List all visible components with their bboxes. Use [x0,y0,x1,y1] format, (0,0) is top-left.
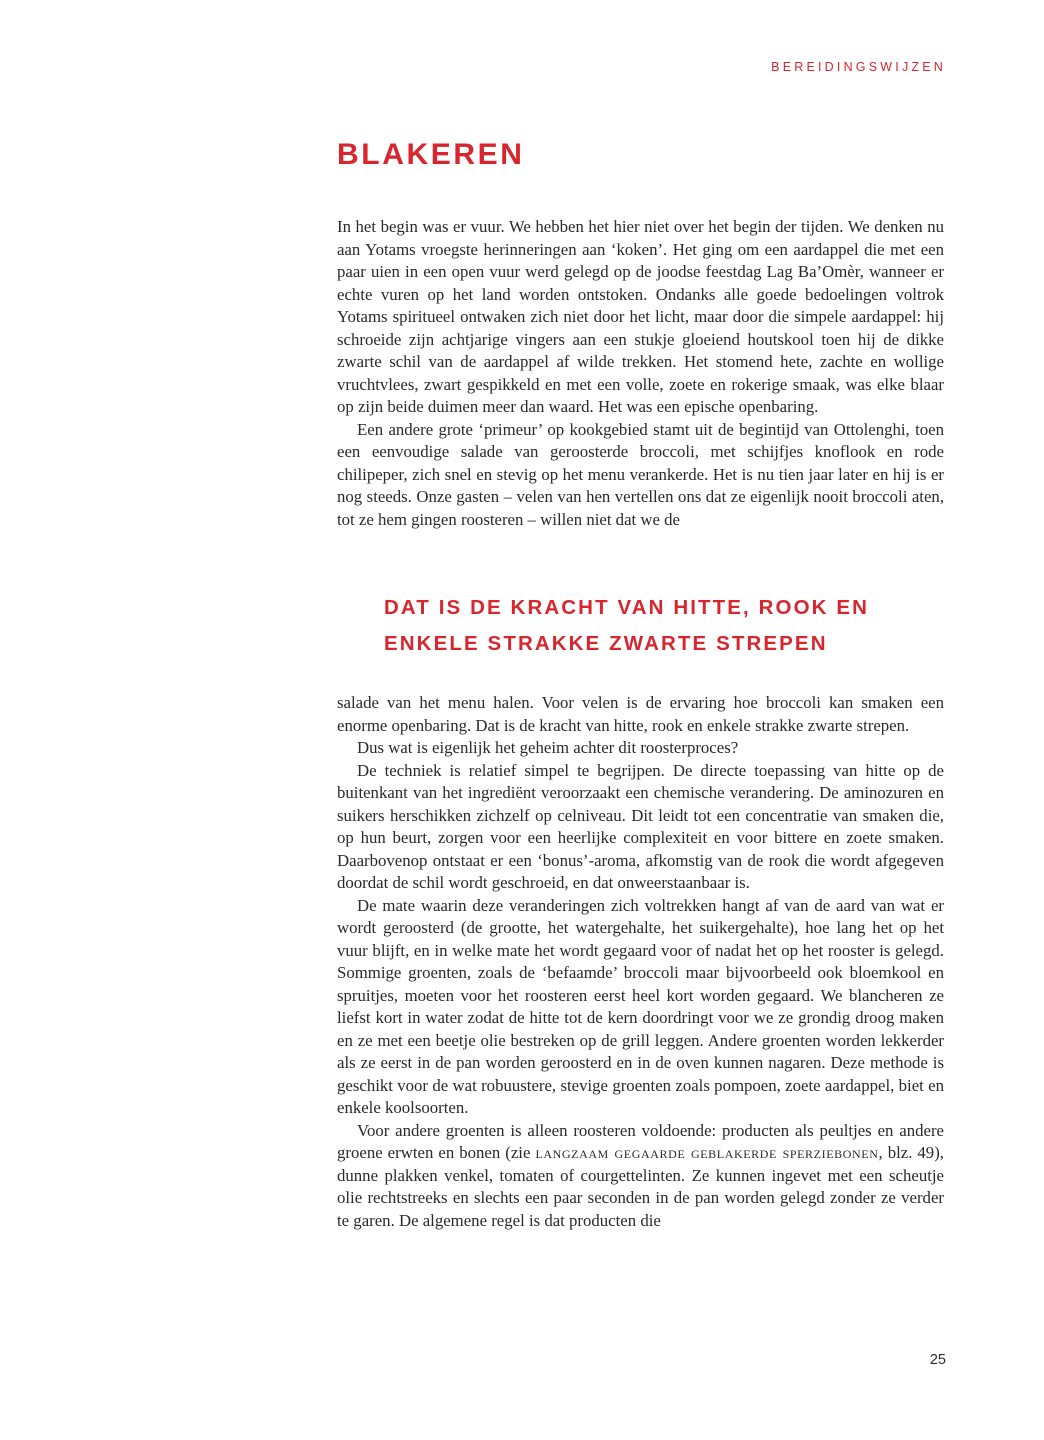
recipe-cross-reference: langzaam gegaarde geblakerde sperziebonen [535,1143,879,1162]
running-head: BEREIDINGSWIJZEN [771,60,946,74]
page-number: 25 [929,1352,946,1368]
paragraph: Een andere grote ‘primeur’ op kookgebied stamt uit de begintijd van Ottolenghi, toen een eenvoudige salade van geroosterde broccoli, met schijfjes knoflook en rode chilipeper, zich snel en stevig op het menu verankerde. Het is nu tien jaar later en hij is er nog steeds. Onze gasten – velen van hen vertellen ons dat ze eigenlijk nooit broccoli aten, tot ze hem gingen roosteren – willen niet dat we de [337,419,944,529]
paragraph: Dus wat is eigenlijk het geheim achter dit roosterproces? [357,738,739,757]
pull-quote-line: ENKELE STRAKKE ZWARTE STREPEN [384,632,828,655]
paragraph: salade van het menu halen. Voor velen is de ervaring hoe broccoli kan smaken een enorme openbaring. Dat is de kracht van hitte, rook en enkele strakke zwarte strepen. [337,693,944,735]
intro-text-block [337,216,944,531]
continued-text-block [337,692,944,1232]
paragraph [337,1120,944,1233]
paragraph-text: , blz. 49), dunne plakken venkel, tomaten of courgettelinten. Ze kunnen ingevet met een scheutje olie rechtstreeks en slechts een paar seconden in de pan worden gelegd zonder ze verder te garen. De algemene regel is dat producten die [337,1143,944,1230]
paragraph: De mate waarin deze veranderingen zich voltrekken hangt af van de aard van wat er wordt geroosterd (de grootte, het watergehalte, het suikergehalte), hoe lang het op het vuur blijft, en in welke mate het wordt gegaard voor of nadat het op het rooster is gelegd. Sommige groenten, zoals de ‘befaamde’ broccoli maar bijvoorbeeld ook bloemkool en spruitjes, moeten voor het roosteren eerst heel kort worden gegaard. We blancheren ze liefst kort in water zodat de hitte tot de kern doordringt voor we ze grondig droog maken en ze met een beetje olie bestreken op de grill leggen. Andere groenten worden lekkerder als ze eerst in de pan worden geroosterd en in de oven kunnen nagaren. Deze methode is geschikt voor de wat robuustere, stevige groenten zoals pompoen, zoete aardappel, biet en enkele koolsoorten. [337,895,944,1117]
section-title: BLAKEREN [337,138,525,171]
paragraph: De techniek is relatief simpel te begrijpen. De directe toepassing van hitte op de buitenkant van het ingrediënt veroorzaakt een chemische verandering. De aminozuren en suikers herschikken zichzelf op celniveau. Dit leidt tot een concentratie van smaken die, op hun beurt, zorgen voor een heerlijke complexiteit en voor bittere en zoete smaken. Daarbovenop ontstaat er een ‘bonus’-aroma, afkomstig van de rook die wordt afgegeven doordat de schil wordt geschroeid, en dat onweerstaanbaar is. [337,760,944,892]
paragraph-text: Voor andere groenten is alleen roosteren voldoende: producten als peultjes en andere groene erwten en bonen (zie [337,1120,944,1162]
paragraph: In het begin was er vuur. We hebben het hier niet over het begin der tijden. We denken nu aan Yotams vroegste herinneringen aan ‘koken’. Het ging om een aardappel die met een paar uien in een open vuur werd gelegd op de joodse feestdag Lag Ba’Omèr, wanneer er echte vuren op het land worden ontstoken. Ondanks alle goede bedoelingen voltrok Yotams spiritueel ontwaken zich niet door het licht, maar door die simpele aardappel: hij schroeide zijn achtjarige vingers aan een stukje gloeiend houtskool toen hij de dikke zwarte schil van de aardappel af wilde trekken. Het stomend hete, zachte en wollige vruchtvlees, zwart gespikkeld en met een volle, zoete en rokerige smaak, was elke blaar op zijn beide duimen meer dan waard. Het was een epische openbaring. [337,217,944,416]
pull-quote-line: DAT IS DE KRACHT VAN HITTE, ROOK EN [384,596,870,619]
pull-quote [384,590,944,662]
